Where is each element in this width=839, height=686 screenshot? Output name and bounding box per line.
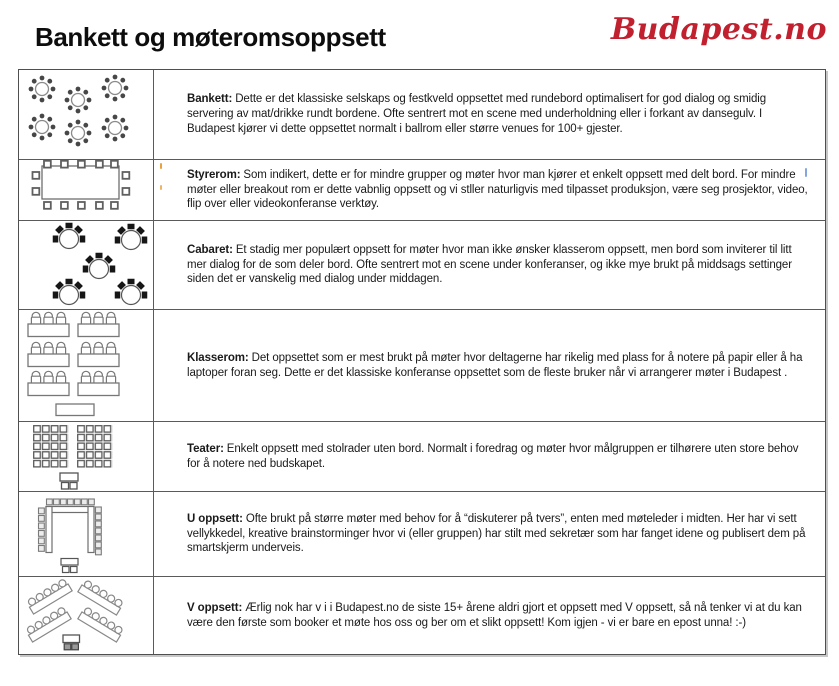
podium [60, 473, 78, 489]
row-label: Cabaret: [187, 243, 233, 256]
row-label: Styrerom: [187, 168, 241, 181]
theater-rows-diagram [19, 422, 153, 491]
stray-mark [160, 185, 162, 190]
teater-text-cell [154, 422, 825, 491]
row-label: V oppsett: [187, 601, 243, 614]
banquet-round-tables-diagram [19, 70, 153, 158]
v-oppsett-text-cell [154, 577, 825, 654]
row-description: Ærlig nok har v i i Budapest.no de siste 15+ årene aldri gjort et oppsett med V oppsett, så nå tenker vi at du kan være den første som booker et møte hos oss og ber om et slikt oppsett! Kom igjen - vi er bare en epost unna! :-) [187, 601, 802, 629]
v-oppsett-diagram-cell [19, 577, 154, 654]
stray-mark [160, 163, 162, 169]
table-row-teater [19, 421, 825, 491]
header [0, 0, 839, 66]
table-row-styrerom [19, 159, 825, 220]
row-label: Teater: [187, 442, 224, 455]
row-description: Enkelt oppsett med stolrader uten bord. Normalt i foredrag og møter hvor målgruppen er tilhørere uten store behov for å notere ned budskapet. [187, 442, 799, 470]
u-oppsett-text-cell [154, 492, 825, 576]
row-description: Et stadig mer populært oppsett for møter hvor man ikke ønsker klasserom oppsett, men bord som inviterer til litt mer dialog for de som deler bord. Ofte sentrert mot en scene under konferanser, og ikke mye brukt på middsags settinger siden det er vanskelig med dialog under middagen. [187, 243, 792, 286]
classroom-rows-diagram [19, 310, 153, 421]
podium [61, 559, 78, 573]
boardroom-table-diagram [19, 160, 153, 220]
styrerom-diagram-cell [19, 160, 154, 220]
cabaret-text-cell [154, 221, 825, 309]
row-description: Som indikert, dette er for mindre grupper og møter hvor man kjører et enkelt oppsett med delt bord. For mindre møter eller breakout rom er dette vabnlig oppsett og vi stller naturligvis med tilpasset produksjon, være seg prosjektor, video, flip over eller videokonferanse verktøy. [187, 168, 808, 211]
row-description: Dette er det klassiske selskaps og festkveld oppsettet med rundebord optimalisert for god dialog og smidig servering av mat/drikke rundt bordene. Ofte sentrert mot en scene med underholdning eller i forkant av dansegulv. I Budapest kjører vi dette oppsettet normalt i ballrom eller større venues for 100+ gjester. [187, 93, 767, 135]
cabaret-tables-diagram [19, 221, 153, 309]
u-shape-tables-diagram [19, 492, 153, 576]
table-row-klasserom [19, 309, 825, 421]
table-row-bankett [19, 70, 825, 159]
styrerom-text-cell [154, 160, 825, 220]
cabaret-diagram-cell [19, 221, 154, 309]
row-description: Det oppsettet som er mest brukt på møter hvor deltagerne har rikelig med plass for å notere på papir eller å ha laptoper foran seg. Dette er det klassiske konferanse oppsettet som de fleste bruker når vi arrangerer møter i Budapest . [187, 351, 803, 379]
table-row-v-oppsett [19, 576, 825, 654]
row-label: Klasserom: [187, 351, 249, 364]
klasserom-diagram-cell [19, 310, 154, 421]
bankett-diagram-cell [19, 70, 154, 159]
u-oppsett-diagram-cell [19, 492, 154, 576]
teater-diagram-cell [19, 422, 154, 491]
row-description: Ofte brukt på større møter med behov for å “diskuterer på tvers”, enten med møteleder i midten. Her har vi sett vellykkedel, kreative brainstorminger hvor vi (eller gruppen) har stilt med sekretær som har fanget idene og publisert dem på smartskjerm underveis. [187, 512, 806, 555]
stray-mark [805, 168, 807, 177]
v-shape-tables-diagram [19, 577, 153, 654]
row-label: Bankett: [187, 93, 233, 106]
page-title: Bankett og møteromsoppsett [35, 22, 386, 52]
row-label: U oppsett: [187, 512, 243, 525]
setups-table [18, 69, 826, 655]
table-row-u-oppsett [19, 491, 825, 576]
budapest-logo: Budapest.no [610, 12, 827, 47]
bankett-text-cell [154, 70, 825, 159]
table-row-cabaret [19, 220, 825, 309]
podium [63, 635, 80, 650]
klasserom-text-cell [154, 310, 825, 421]
